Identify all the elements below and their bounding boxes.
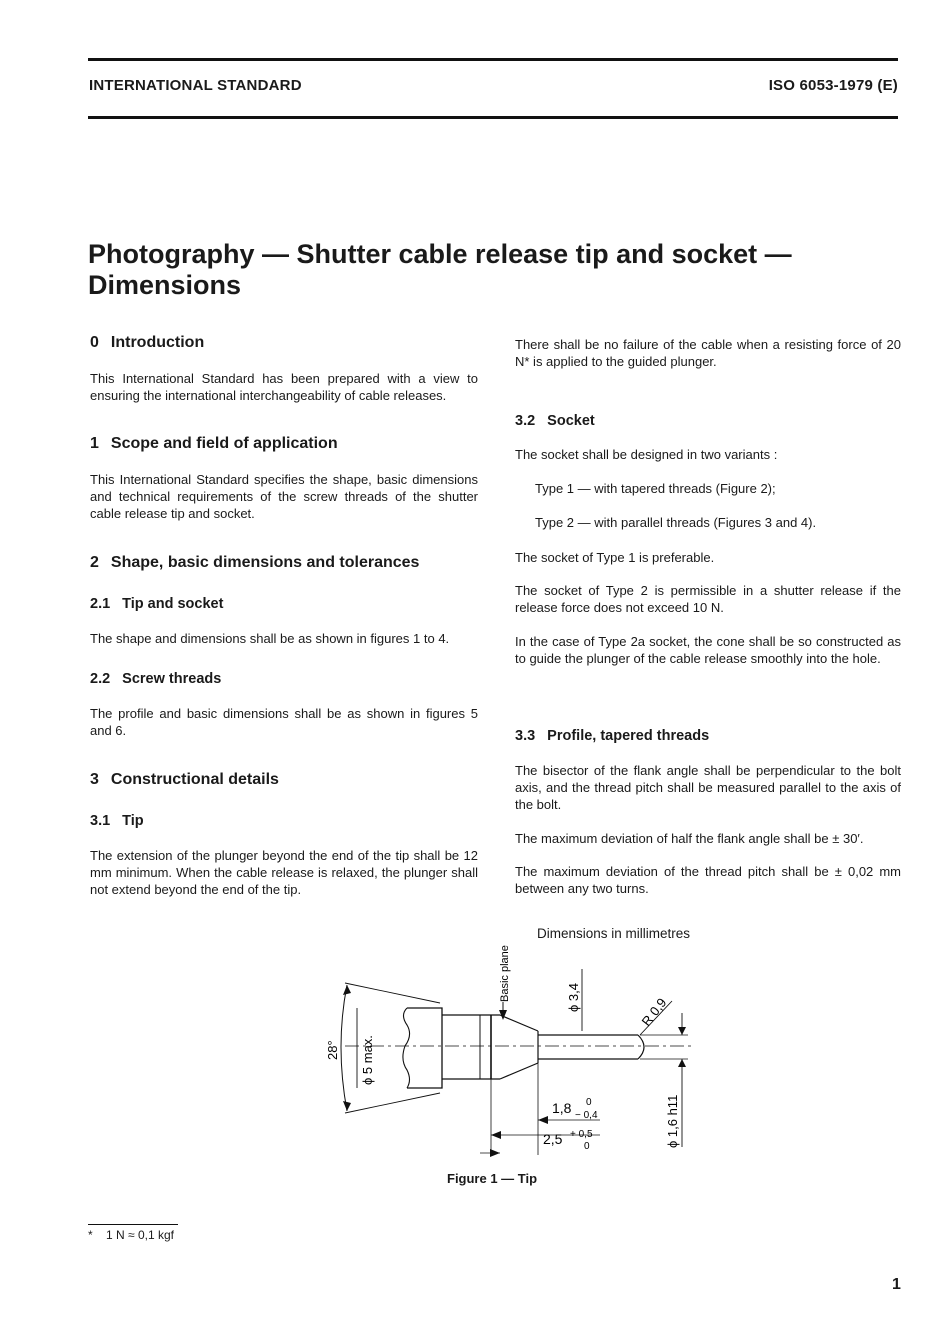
cone-top (500, 1015, 538, 1031)
section-title: Screw threads (122, 671, 222, 687)
force-paragraph: There shall be no failure of the cable when a resisting force of 20 N* is applied to the guided plunger. (515, 337, 901, 369)
units-note: Dimensions in millimetres (537, 926, 691, 941)
heading-constructional-details (90, 771, 279, 789)
heading-screw-threads (90, 671, 221, 687)
len1-value: 1,8 (552, 1100, 572, 1116)
heading-socket (515, 413, 595, 429)
footnote-rule (88, 1224, 178, 1225)
section-title: Profile, tapered threads (547, 728, 710, 744)
section-title: Scope and field of application (110, 435, 338, 452)
socket-variants-paragraph: The socket shall be designed in two variants : (515, 447, 778, 462)
type2a-cone-paragraph: In the case of Type 2a socket, the cone shall be so constructed as to guide the plunger of the cable release smoothly into the hole. (515, 634, 901, 666)
len2-value: 2,5 (543, 1131, 563, 1147)
angle-label: 28° (325, 1040, 340, 1060)
collar-arrow (490, 1149, 500, 1157)
header-standard-label: INTERNATIONAL STANDARD (89, 77, 302, 94)
figure-1-tip-drawing (300, 915, 720, 1165)
section-number: 3.3 (515, 728, 536, 744)
section-number: 3.2 (515, 413, 536, 429)
angle-line-lower (345, 1093, 440, 1113)
section-number: 2 (90, 554, 99, 571)
len1-lower-tol: − 0,4 (575, 1110, 598, 1121)
figure-1-caption: Figure 1 — Tip (447, 1171, 538, 1186)
title-line-1: Photography — Shutter cable release tip and socket — (88, 239, 792, 269)
angle-arc (341, 985, 347, 1111)
section-title: Tip (122, 813, 144, 829)
header-top-rule (88, 58, 898, 61)
body-diameter-label: ϕ 5 max. (360, 1035, 375, 1085)
intro-paragraph: This International Standard has been prepared with a view to ensuring the international interchangeability of cable releases. (90, 371, 478, 403)
title-line-2: Dimensions (88, 270, 242, 300)
header-standard-number: ISO 6053-1979 (E) (768, 77, 898, 94)
header-bottom-rule (88, 116, 898, 119)
socket-type-1: Type 1 — with tapered threads (Figure 2); (535, 481, 776, 496)
len2-upper-tol: + 0,5 (570, 1129, 593, 1140)
section-title: Constructional details (110, 771, 279, 788)
thread-pitch-paragraph: The maximum deviation of the thread pitch shall be ± 0,02 mm between any two turns. (515, 864, 901, 896)
screw-threads-paragraph: The profile and basic dimensions shall be as shown in figures 5 and 6. (90, 706, 478, 738)
section-number: 3 (90, 771, 99, 788)
page-number: 1 (892, 1276, 901, 1293)
section-title: Introduction (110, 334, 205, 351)
plunger-diameter-label: ϕ 1,6 h11 (665, 1094, 680, 1148)
section-title: Tip and socket (122, 596, 224, 612)
section-number: 3.1 (90, 813, 111, 829)
len2-lower-tol: 0 (584, 1141, 590, 1152)
section-title: Socket (547, 413, 595, 429)
heading-shape-dimensions (90, 554, 419, 572)
len1-upper-tol: 0 (586, 1097, 592, 1108)
section-number: 0 (90, 334, 99, 351)
footnote-text: 1 N ≈ 0,1 kgf (106, 1228, 174, 1242)
flank-angle-paragraph: The maximum deviation of half the flank angle shall be ± 30′. (515, 831, 864, 846)
tip-socket-paragraph: The shape and dimensions shall be as shown in figures 1 to 4. (90, 631, 450, 646)
angle-arrow-bottom (343, 1101, 351, 1111)
heading-scope (90, 435, 338, 453)
type2-permissible-paragraph: The socket of Type 2 is permissible in a shutter release if the release force does not exceed 10 N. (515, 583, 901, 615)
bisector-paragraph: The bisector of the flank angle shall be perpendicular to the bolt axis, and the thread pitch shall be measured parallel to the axis of the bolt. (515, 763, 901, 812)
len2-arrow (491, 1131, 501, 1139)
socket-type-2: Type 2 — with parallel threads (Figures 3 and 4). (535, 515, 817, 530)
scope-paragraph: This International Standard specifies the shape, basic dimensions and technical requirements of the screw threads of the shutter cable release tip and socket. (90, 472, 478, 521)
section-number: 2.1 (90, 596, 111, 612)
angle-line-upper (345, 983, 440, 1003)
page-title (88, 239, 888, 301)
tip-body-outline (407, 1008, 442, 1088)
angle-arrow-top (343, 985, 351, 995)
heading-profile-tapered-threads (515, 728, 709, 744)
plunger-dim-arrow-top (678, 1027, 686, 1035)
footnote-marker: * (88, 1228, 93, 1242)
radius-label: R 0,9 (638, 995, 670, 1029)
break-line (403, 1008, 410, 1088)
heading-tip (90, 813, 144, 829)
len1-arrow (538, 1116, 548, 1124)
section-title: Shape, basic dimensions and tolerances (110, 554, 420, 571)
footnote (88, 1228, 174, 1242)
plunger-rounded-end (638, 1035, 644, 1059)
cone-bottom (500, 1063, 538, 1079)
type1-preferable-paragraph: The socket of Type 1 is preferable. (515, 550, 715, 565)
tip-paragraph: The extension of the plunger beyond the end of the tip shall be 12 mm minimum. When the cable release is relaxed, the plunger shall not extend beyond the end of the tip. (90, 848, 478, 897)
heading-introduction (90, 334, 204, 352)
plunger-dim-arrow-bottom (678, 1059, 686, 1067)
tip-diameter-label: ϕ 3,4 (566, 983, 581, 1012)
heading-tip-socket (90, 596, 223, 612)
section-number: 1 (90, 435, 99, 452)
section-number: 2.2 (90, 671, 111, 687)
basic-plane-label: Basic plane (499, 945, 511, 1002)
